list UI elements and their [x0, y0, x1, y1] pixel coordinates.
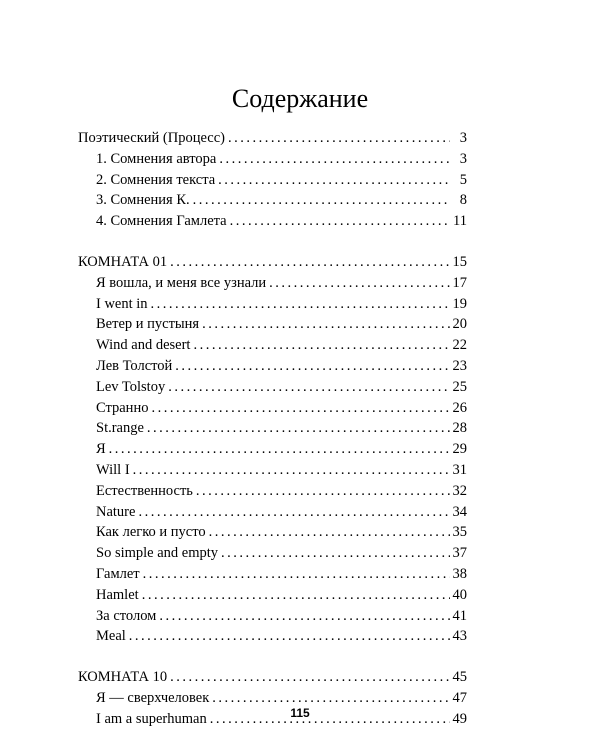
toc-entry-page: 35 [452, 524, 467, 541]
dot-leader [109, 439, 450, 460]
dot-leader [230, 211, 450, 232]
toc-entry-page: 29 [452, 441, 467, 458]
dot-leader [193, 190, 450, 211]
toc-entry-page: 8 [459, 192, 467, 209]
toc-entry [78, 585, 467, 606]
toc-entry-title: Wind and desert [96, 337, 191, 354]
dot-leader [193, 335, 449, 356]
toc-section [78, 252, 467, 647]
toc-entry [78, 481, 467, 502]
page-number: 115 [290, 706, 310, 720]
dot-leader [218, 170, 450, 191]
toc-entry-page: 38 [452, 565, 467, 582]
toc-entry-title: За столом [96, 607, 157, 624]
table-of-contents [78, 128, 467, 730]
toc-section [78, 667, 467, 729]
toc-entry-title: Я [96, 441, 106, 458]
toc-entry-page: 25 [452, 378, 467, 395]
toc-entry-title: 4. Сомнения Гамлета [96, 213, 227, 230]
toc-entry-title: Поэтический (Процесс) [78, 130, 225, 146]
toc-entry [78, 460, 467, 481]
toc-entry-title: Ветер и пустыня [96, 316, 200, 333]
toc-entry [78, 543, 467, 564]
toc-entry [78, 398, 467, 419]
toc-entry-page: 11 [453, 213, 467, 230]
dot-leader [170, 667, 449, 688]
toc-entry [78, 190, 467, 211]
toc-entry [78, 211, 467, 232]
toc-entry-title: Лев Толстой [96, 357, 173, 374]
toc-entry [78, 377, 467, 398]
toc-entry-title: Lev Tolstoy [96, 378, 166, 395]
toc-entry-page: 20 [452, 316, 467, 333]
toc-entry-title: Как легко и пусто [96, 524, 206, 541]
toc-entry-title: Естественность [96, 482, 193, 499]
dot-leader [138, 502, 449, 523]
toc-entry-title: St.range [96, 420, 144, 437]
dot-leader [151, 398, 449, 419]
toc-entry [78, 273, 467, 294]
toc-entry-title: КОМНАТА 01 [78, 253, 168, 270]
toc-entry-page: 3 [459, 130, 467, 146]
toc-entry-page: 3 [459, 150, 467, 167]
toc-entry [78, 356, 467, 377]
toc-entry-title: КОМНАТА 10 [78, 669, 168, 686]
dot-leader [269, 273, 449, 294]
page-title: Содержание [231, 84, 369, 113]
toc-entry-page: 47 [452, 689, 467, 706]
toc-entry [78, 667, 467, 688]
toc-entry-page: 49 [452, 710, 467, 727]
toc-entry-page: 17 [452, 274, 467, 291]
dot-leader [168, 377, 449, 398]
toc-entry-title: 3. Сомнения К. [96, 192, 190, 209]
toc-entry-page: 40 [452, 586, 467, 603]
toc-entry-title: I went in [96, 295, 148, 312]
dot-leader [129, 626, 450, 647]
dot-leader [175, 356, 449, 377]
toc-entry-title: Я — сверхчеловек [96, 689, 210, 706]
dot-leader [221, 543, 449, 564]
toc-entry [78, 294, 467, 315]
toc-entry [78, 170, 467, 191]
toc-entry [78, 149, 467, 170]
toc-entry-title: So simple and empty [96, 545, 219, 562]
toc-entry-title: Will I [96, 461, 130, 478]
toc-entry-title: Я вошла, и меня все узнали [96, 274, 267, 291]
toc-entry-page: 41 [452, 607, 467, 624]
toc-entry-page: 34 [452, 503, 467, 520]
dot-leader [133, 460, 450, 481]
toc-entry-page: 31 [452, 461, 467, 478]
toc-entry [78, 314, 467, 335]
dot-leader [228, 128, 450, 149]
toc-entry-title: Meal [96, 628, 126, 645]
toc-entry-title: 2. Сомнения текста [96, 171, 216, 188]
toc-section [78, 128, 467, 232]
toc-entry [78, 335, 467, 356]
toc-entry-title: I am a superhuman [96, 710, 207, 727]
toc-entry [78, 502, 467, 523]
dot-leader [151, 294, 450, 315]
toc-entry-page: 15 [452, 253, 467, 270]
dot-leader [219, 149, 450, 170]
toc-entry [78, 522, 467, 543]
toc-entry-page: 19 [452, 295, 467, 312]
toc-entry [78, 128, 467, 149]
toc-entry [78, 252, 467, 273]
dot-leader [159, 606, 449, 627]
dot-leader [147, 418, 450, 439]
toc-entry [78, 606, 467, 627]
toc-entry [78, 418, 467, 439]
toc-entry [78, 439, 467, 460]
dot-leader [170, 252, 449, 273]
toc-entry-page: 5 [459, 171, 467, 188]
toc-entry-title: Гамлет [96, 565, 140, 582]
toc-entry-title: Hamlet [96, 586, 139, 603]
dot-leader [142, 585, 450, 606]
toc-entry [78, 564, 467, 585]
toc-entry-page: 32 [452, 482, 467, 499]
toc-entry-title: 1. Сомнения автора [96, 150, 217, 167]
dot-leader [202, 314, 449, 335]
toc-entry-page: 22 [452, 337, 467, 354]
toc-entry-page: 26 [452, 399, 467, 416]
dot-leader [196, 481, 450, 502]
toc-entry-page: 23 [452, 357, 467, 374]
toc-entry-page: 28 [452, 420, 467, 437]
toc-entry-title: Странно [96, 399, 149, 416]
toc-entry-page: 45 [452, 669, 467, 686]
toc-entry-page: 43 [452, 628, 467, 645]
dot-leader [143, 564, 450, 585]
toc-entry-title: Nature [96, 503, 136, 520]
toc-entry [78, 626, 467, 647]
dot-leader [209, 522, 450, 543]
toc-entry-page: 37 [452, 545, 467, 562]
